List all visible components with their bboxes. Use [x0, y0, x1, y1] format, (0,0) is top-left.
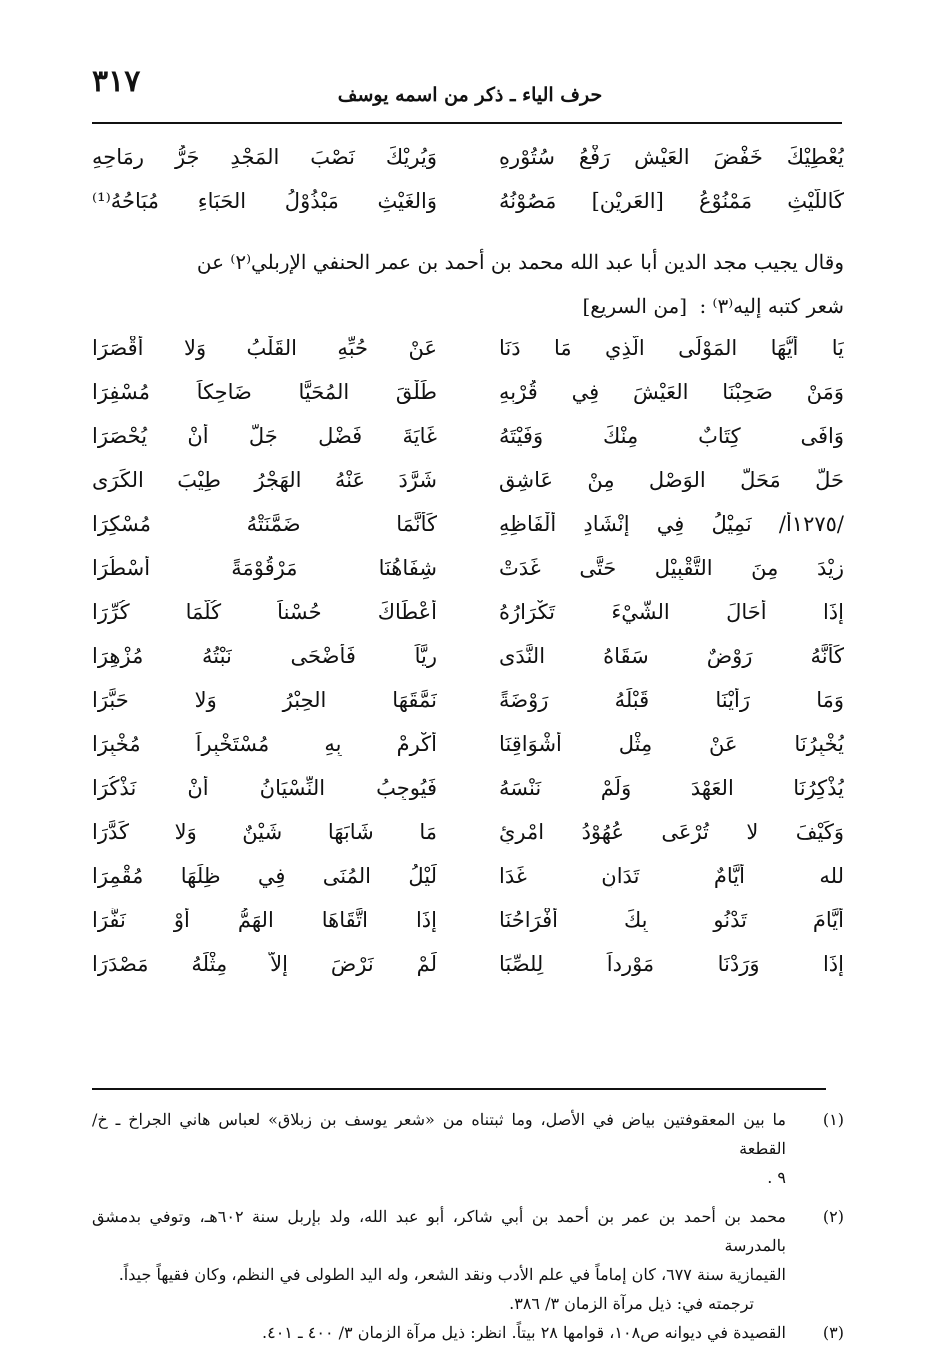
- hemistich-second: غَايَةَ فَضْلٍ جَلَّ أَنْ يُحْصَرَا: [92, 424, 437, 448]
- hemistich-second: لَيْلُ المُنَى فِي ظِلِّهَا مُقْمِرَا: [92, 864, 437, 888]
- header-rule: [92, 122, 842, 124]
- hemistich-second: إِذَا اتَّقَاهَا الهَمُّ أَوْ نَفَّرَا: [92, 908, 437, 932]
- verse-line: [92, 179, 844, 223]
- hemistich-first: يُعْطِيْكَ خَفْضَ العَيْشِ رَفْعُ سُتُوْرِهِ: [499, 145, 844, 169]
- hemistich-first: يُخْبِرُنَا عَنْ مِثْلِ أَشْوَاقِنَا: [499, 732, 844, 756]
- footnote-text: ما بين المعقوفتين بياض في الأصل، وما ثبتناه من «شعر يوسف بن زبلاق» لعباس هاني الجراخ ـ خ/ القطعة: [92, 1110, 786, 1158]
- verse-line: [92, 590, 844, 634]
- page-number: ٣١٧: [92, 64, 141, 99]
- hemistich-first: إِذَا أَحَالَ الشَّيْءَ تَكْرَارُهُ: [499, 600, 844, 624]
- verse-line: [92, 678, 844, 722]
- verse-line: [92, 414, 844, 458]
- verse-line: [92, 722, 844, 766]
- hemistich-second: شِفَاهُنَا مَرْقُوْمَةً أَسْطُرَا: [92, 556, 437, 580]
- hemistich-second: فَيُوجِبُ النِّسْيَانُ أَنْ نَذْكُرَا: [92, 776, 437, 800]
- hemistich-first: حَلَّ مَحَلَّ الوَصْلِ مِنْ عَاشِقٍ: [499, 468, 844, 492]
- verse-line: [92, 810, 844, 854]
- hemistich-second: أَعْطَاكَ حُسْناً كُلَّمَا كُرِّرَا: [92, 600, 437, 624]
- footnote-number: (٣): [822, 1323, 844, 1342]
- verse-line: [92, 634, 844, 678]
- verse-line: [92, 898, 844, 942]
- verse-line: [92, 458, 844, 502]
- running-head: حرف الياء ـ ذكر من اسمه يوسف: [337, 84, 603, 106]
- footnote-rule: [92, 1088, 826, 1090]
- footnote-continuation: القيمازية سنة ٦٧٧، كان إماماً في علم الأدب ونقد الشعر، وله اليد الطولى في النظم، وكان فقيهاً جيداً.: [118, 1265, 786, 1284]
- hemistich-first: يَا أَيُّهَا المَوْلَى الَّذِي مَا دَنَا: [499, 336, 844, 360]
- verse-line: [92, 546, 844, 590]
- hemistich-second: وَيُرِيْكَ نَصْبَ المَجْدِ جَرُّ رِمَاحِهِ: [92, 145, 437, 169]
- footnotes: [92, 1105, 844, 1347]
- hemistich-first: أَيَّامَ تَدْنُو بِكَ أَفْرَاحُنَا: [499, 908, 844, 932]
- hemistich-first: وَافَى كِتَابٌ مِنْكَ وَفَيْتَهُ: [499, 424, 844, 448]
- verse-line: [92, 326, 844, 370]
- footnote: [92, 1105, 844, 1163]
- footnote-number: (١): [822, 1110, 844, 1129]
- hemistich-first: كَأَنَّهُ رَوْضٌ سَقَاهُ النَّدَى: [499, 644, 844, 668]
- hemistich-first: وَمَنْ صَحِبْنَا العَيْشَ فِي قُرْبِهِ: [499, 380, 844, 404]
- hemistich-first: /١٢٧٥أ/ نَمِيْلُ فِي إِنْشَادِ أَلْفَاظِهِ: [499, 512, 844, 536]
- hemistich-second: رِيَّاً فَأَضْحَى نَبْتُهُ مُزْهِرَا: [92, 644, 437, 668]
- hemistich-first: وَكَيْفَ لا تُرْعَى عُهُوْدُ امْرِئٍ: [499, 820, 844, 844]
- verse-line: [92, 766, 844, 810]
- hemistich-second: نَمَّقَهَا الحِبْرُ وَلا حَبَّرَا: [92, 688, 437, 712]
- verse-line: [92, 854, 844, 898]
- footnote-number: (٢): [822, 1207, 844, 1226]
- hemistich-second: شَرَّدَ عَنْهُ الهَجْرُ طِيْبَ الكَرَى: [92, 468, 437, 492]
- hemistich-first: يُذْكِرُنَا العَهْدَ وَلَمْ نَنْسَهُ: [499, 776, 844, 800]
- hemistich-second: مَا شَابَهَا شَيْنٌ وَلا كَدَّرَا: [92, 820, 437, 844]
- meter-label: [من السريع]: [582, 294, 688, 318]
- hemistich-second: عَنْ حُبِّهِ القَلْبُ وَلا أَقْصَرَا: [92, 336, 437, 360]
- footnote-text: القصيدة في ديوانه ص١٠٨، قوامها ٢٨ بيتاً. انظر: ذيل مرآة الزمان ٣/ ٤٠٠ ـ ٤٠١.: [262, 1323, 786, 1342]
- verse-line: [92, 135, 844, 179]
- hemistich-second: لَمْ نَرْضَ إِلاَّ مِثْلَهُ مَصْدَرَا: [92, 952, 437, 976]
- verse-line: [92, 370, 844, 414]
- hemistich-second: طَلْقَ المُحَيَّا ضَاحِكاً مُسْفِرَا: [92, 380, 437, 404]
- top-verses: [92, 135, 844, 223]
- poem: [92, 326, 844, 986]
- footnote: [92, 1202, 844, 1260]
- hemistich-second: وَالغَيْثِ مَبْذُوْلُ الحَبَاءِ مُبَاحُهُ⁽¹⁾: [92, 189, 437, 213]
- footnote-source: ترجمته في: ذيل مرآة الزمان ٣/ ٣٨٦.: [509, 1294, 754, 1313]
- footnote-text: محمد بن أحمد بن عمر بن أحمد بن أبي شاكر، أبو عبد الله، ولد بإربل سنة ٦٠٢هـ، وتوفي بدمشق بالمدرسة: [92, 1207, 786, 1255]
- intro-line-1: وقال يجيب مجد الدين أبا عبد الله محمد بن أحمد بن عمر الحنفي الإربلي⁽٢⁾ عن: [196, 250, 844, 274]
- verse-line: [92, 942, 844, 986]
- footnote: [92, 1318, 844, 1347]
- hemistich-second: كَأَنَّمَا ضَمَّنَتْهُ مُسْكِرَا: [92, 512, 437, 536]
- hemistich-first: زِيْدَ مِنَ التَّقْبِيْلِ حَتَّى غَدَتْ: [499, 556, 844, 580]
- hemistich-second: أَكْرِمْ بِهِ مُسْتَخْبِراً مُخْبِرَا: [92, 732, 437, 756]
- hemistich-first: كَاللَّيْثِ مَمْنُوْعُ [العَرِيْنِ] مَصُوْنُهُ: [499, 189, 844, 213]
- hemistich-first: لله أَيَّامٌ تَدَانٍ غَدَا: [499, 864, 844, 888]
- intro-line-2: شعر كتبه إليه⁽٣⁾ :: [699, 294, 844, 318]
- intro-paragraph: [92, 240, 844, 328]
- hemistich-first: وَمَا رَأَيْنَا قَبْلَهُ رَوْضَةً: [499, 688, 844, 712]
- footnote-continuation: ٩ .: [767, 1168, 786, 1187]
- verse-line: [92, 502, 844, 546]
- hemistich-first: إِذَا وَرَدْنَا مَوْرِداً لِلصِّبَا: [499, 952, 844, 976]
